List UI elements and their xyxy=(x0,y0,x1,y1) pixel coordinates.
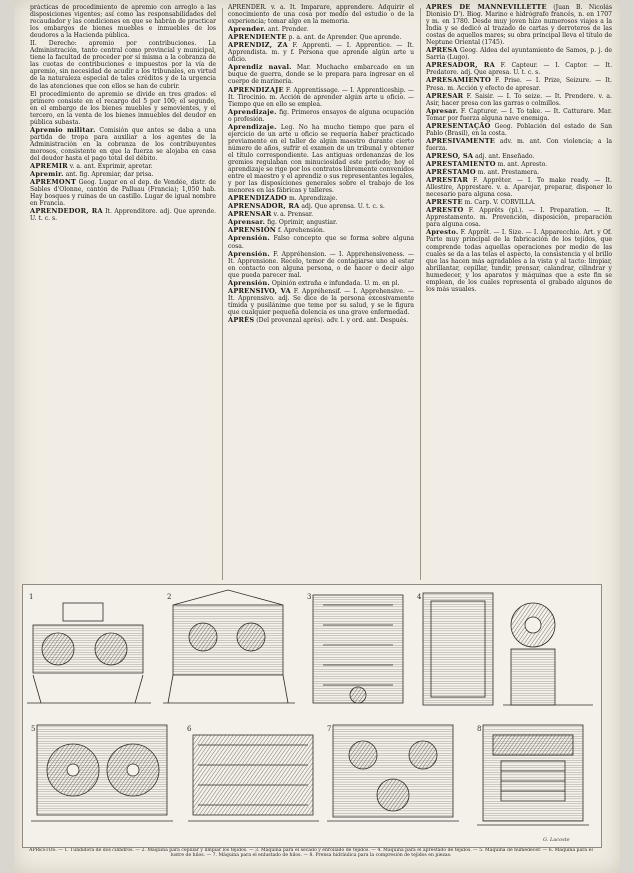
headword: APRESAR xyxy=(426,91,464,100)
machine-2-brushing xyxy=(163,590,295,703)
headword: APRESADOR, RA xyxy=(426,61,495,70)
entry-aprensivo xyxy=(228,288,414,316)
machine-1-shearing xyxy=(27,603,151,703)
headword: APRENDIZAJE xyxy=(228,85,284,94)
headword: APRESTO xyxy=(426,206,464,215)
headword: APRÈS DE MANNEVILLETTE xyxy=(426,4,547,11)
entry-aprendiente xyxy=(228,34,414,41)
definition: F. Capturer. — I. To take. — It. Catturare. Mar. Tomar por fuerza alguna nave enemiga. xyxy=(426,107,612,122)
figure-number: 6 xyxy=(187,725,192,733)
definition: m. ant. Prestamera. xyxy=(477,169,540,177)
entry-apresa xyxy=(426,47,612,61)
entry-aprendedor xyxy=(30,208,216,222)
definition: ant. fig. Apremiar, dar prisa. xyxy=(65,171,154,179)
definition: f. Aprehensión. xyxy=(277,227,325,235)
headword: Aprender. xyxy=(228,25,266,34)
definition: F. Appréhensif. — I. Apprehensive. — It. Apprensivo. adj. Se dice de la persona excesivamente tímida y pusilánime que teme por su salud, y se le figura que cualquier pequeña dolencia es una grave enfermedad. xyxy=(228,287,414,316)
entry-aprendizaje xyxy=(228,87,414,108)
headword: Aprensar. xyxy=(228,218,266,227)
entry-apresador xyxy=(426,62,612,76)
column-3 xyxy=(426,4,612,580)
text-columns xyxy=(30,4,610,584)
definition: Comisión que antes se daba a una partida de tropa para auxiliar a los agentes de la Administración en la cobranza de los contribuyentes morosos, consistente en que la fuerza se alojaba en casa del deudor hasta el pago total del débito. xyxy=(30,126,216,162)
headword: Aprendizaje. xyxy=(228,122,277,131)
machine-3-drying xyxy=(313,595,403,703)
headword: Apremio militar. xyxy=(30,125,96,134)
entry-aprestamo xyxy=(426,169,612,176)
headword: APRENDEDOR, RA xyxy=(30,207,103,216)
entry-aprendizaje-fig xyxy=(228,109,414,123)
definition: ant. Prender. xyxy=(267,26,309,34)
machine-5-humidifier xyxy=(31,725,173,821)
headword: APRÈS xyxy=(228,315,255,324)
definition: F. Apprentissage. — I. Apprenticeship. — It. Tirocinio. m. Acción de aprender algún arte u oficio. — Tiempo que en ello se emplea. xyxy=(228,86,414,108)
entry-aprensador xyxy=(228,203,414,210)
figure-number: 2 xyxy=(167,593,172,601)
col1-paragraph-2: II. Derecho: apremio por contribuciones. La Administración, tanto central como provincial y municipal, tiene la facultad de proceder por sí misma a la cobranza de las cuotas de contribuciones e impuestos por la vía de apremio, sin necesidad de acudir a los tribunales, en virtud de la naturaleza especial de tales créditos y de la urgencia de las atenciones que con ellos se han de cubrir. xyxy=(30,40,216,90)
entry-apres xyxy=(228,317,414,324)
definition: p. a. ant. de Aprender. Que aprende. xyxy=(288,34,402,42)
col1-paragraph-3: El procedimiento de apremio se divide en tres grados: el primero consiste en el recargo del 5 por 100; el segundo, en el embargo de los bienes muebles y semovientes, y el tercero, en la venta de los bienes inmuebles del deudor en pública subasta. xyxy=(30,90,216,126)
entry-aprendiz-naval xyxy=(228,64,414,85)
definition: F. Apprêt. — I. Size. — I. Apparecchio. Art. y Of. Parte muy principal de la fabricación de los tejidos, que comprende todas aquellas operaciones por medio de las cuales se da a las telas el aspecto, la consistencia y el brillo que las hacen más agradables a la vista y al tacto: limpiar, abrillantar, cepillar, tundir, prensar, calandrar, cilindrar y humedecer, y los aparatos y máquinas que a este fin se emplean, de los cuales representa el grabado algunos de los más usuales. xyxy=(426,229,612,293)
definition: (Juan B. Nicolás Dionisio D'). Biog. Marino e hidrógrafo francés, n. en 1707 y m. en 1780. Desde muy joven hizo numerosos viajes a la India y se dedicó al trazado de cartas y derroteros de las costas de aquellos mares; su obra principal lleva el título de Neptune Oriental (1745). xyxy=(426,4,612,47)
plate-caption: APRESTOS. — 1. Tundidora de dos cilindros. — 2. Máquina para cepillar y limpiar los tejidos. — 3. Máquina para el secado y enrollado de tejidos. — 4. Máquina para el aprestado de tejidos. — 5. Máquina de humedecer. — 6. Máquina para el lustre de hilos. — 7. Máquina para el enlustado de hilos. — 8. Prensa hidráulica para la compresión de tejidos en piezas. xyxy=(29,848,593,859)
col1-paragraph-1: prácticas de procedimiento de apremio con arreglo a las disposiciones vigentes; así como las responsabilidades del recaudador y las condiciones en que se habrán de practicar los embargos de bienes muebles e inmuebles de los deudores a la Hacienda pública. xyxy=(30,4,216,40)
entry-aprendizado xyxy=(228,195,414,202)
entry-aprendiz xyxy=(228,42,414,63)
entry-aprensar xyxy=(228,211,414,218)
entry-aprestamiento xyxy=(426,161,612,168)
definition: adj. Que aprensa. U. t. c. s. xyxy=(301,203,385,211)
headword: APRESTE xyxy=(426,198,463,207)
machine-6-lustre xyxy=(188,735,319,821)
definition: F. Apprêts (pl.). — I. Preparation. — It. Apprestamento. m. Prevención, disposición, preparación para alguna cosa. xyxy=(426,207,612,229)
definition: v. a. ant. Exprimir, apretar. xyxy=(69,163,153,171)
figure-number: 4 xyxy=(417,593,422,601)
entry-apresentacao xyxy=(426,123,612,137)
entry-apresivamente xyxy=(426,138,612,152)
headword: Aprensión. xyxy=(228,234,270,243)
col2-paragraph-1: APRENDER. v. a. It. Imparare, apprendere. Adquirir el conocimiento de una cosa por medio del estudio o de la experiencia; tomar algo en la memoria. xyxy=(228,4,414,26)
headword: APRENDIENTE xyxy=(228,33,287,42)
definition: F. Apprenti. — I. Apprentice. — It. Apprendista. m. y f. Persona que aprende algún arte u oficio. xyxy=(228,42,414,64)
entry-apresamiento xyxy=(426,77,612,91)
definition: It. Apprenditore. adj. Que aprende. U. t. c. s. xyxy=(30,208,216,223)
headword: APRESTAMIENTO xyxy=(426,159,496,168)
headword: Aprensión. xyxy=(228,249,270,258)
definition: Geog. Población del estado de San Pablo (Brasil), en la costa. xyxy=(426,122,612,137)
column-divider xyxy=(222,8,223,580)
headword: APRESO, SA xyxy=(426,151,474,160)
machine-8-hydraulic-press xyxy=(477,725,589,825)
headword: Aprendizaje. xyxy=(228,107,277,116)
definition: adv. m. ant. Con violencia; a la fuerza. xyxy=(426,137,612,152)
engraving-plate xyxy=(22,584,602,848)
entry-apreste xyxy=(426,199,612,206)
headword: APRENSIVO, VA xyxy=(228,286,291,295)
figure-number: 1 xyxy=(29,593,34,601)
definition: F. Capteur. — I. Captor. — It. Predatore. adj. Que apresa. U. t. c. s. xyxy=(426,62,612,77)
figure-number: 5 xyxy=(31,725,36,733)
definition: Opinión extraña e infundada. U. m. en pl. xyxy=(271,279,400,287)
definition: fig. Primeros ensayos de alguna ocupación o profesión. xyxy=(228,108,414,123)
entry-apresar-mar xyxy=(426,108,612,122)
definition: F. Saisir. — I. To seize. — It. Prendere. v. a. Asir, hacer presa con las garras o colmillos. xyxy=(426,92,612,107)
entry-apreso xyxy=(426,153,612,160)
entry-apremont xyxy=(30,179,216,207)
entry-aprender xyxy=(228,26,414,33)
headword: Apresto. xyxy=(426,228,459,237)
definition: F. Appréhension. — I. Apprehensiveness. — It. Apprensione. Recelo, temor de contagiarse uno al estar en contacto con alguna persona, o de hacer o decir algo que pueda parecer mal. xyxy=(228,250,414,279)
machines-engraving xyxy=(23,585,601,847)
entry-apremir xyxy=(30,163,216,170)
figure-number: 8 xyxy=(477,725,482,733)
definition: Falso concepto que se forma sobre alguna cosa. xyxy=(228,235,414,250)
definition: v. a. Prensar. xyxy=(273,211,314,219)
definition: Geog. Lugar en el dep. de Vendée, distr. de Sables d'Olonne, cantón de Palluau (Francia); 1,050 hab. Hay bosques y ruinas de un castillo. Lugar de igual nombre en Francia. xyxy=(30,179,216,208)
entry-apremio-militar xyxy=(30,127,216,162)
figure-number: 3 xyxy=(307,593,312,601)
headword: Apremir. xyxy=(30,170,64,179)
headword: APRENSADOR, RA xyxy=(228,202,300,211)
definition: (Del provenzal après). adv. l. y ord. ant. Después. xyxy=(256,316,409,324)
column-1 xyxy=(30,4,216,580)
definition: F. Apprêter. — I. To make ready. — It. Allestire, Apprestare. v. a. Aparejar, preparar, disponer lo necesario para alguna cosa. xyxy=(426,177,612,199)
definition: Mar. Muchacho embarcado en un buque de guerra, donde se le prepara para ingresar en el cuerpo de marinería. xyxy=(228,64,414,86)
headword: APRESENTAÇÃO xyxy=(426,121,491,130)
entry-aprension-4 xyxy=(228,280,414,287)
headword: APREMIR xyxy=(30,162,68,171)
definition: m. Aprendizaje. xyxy=(288,195,338,203)
headword: APRENSIÓN xyxy=(228,226,277,235)
headword: APRESA xyxy=(426,46,458,55)
entry-aprension xyxy=(228,227,414,234)
definition: m. ant. Apresto. xyxy=(497,160,548,168)
entry-aprension-2 xyxy=(228,235,414,249)
headword: Apresar. xyxy=(426,106,459,115)
column-divider xyxy=(420,8,421,580)
entry-apresar xyxy=(426,93,612,107)
machine-4-finishing xyxy=(423,593,593,705)
definition: Leg. No ha mucho tiempo que para el ejercicio de un arte u oficio se requería haber practicado previamente en el taller de algún maestro durante cierto número de años, sufrir el examen de un tribunal y obtener el título correspondiente. Las antiguas ordenanzas de los gremios regulaban con minuciosidad este período; hoy el aprendizaje se rige por los contratos libremente convenidos entre el maestro y el aprendiz o sus representantes legales, y por las disposiciones generales sobre el trabajo de los menores en las fábricas y talleres. xyxy=(228,123,414,195)
machine-7-yarn-finishing xyxy=(327,725,459,821)
headword: Aprendiz naval. xyxy=(228,63,292,72)
definition: Geog. Aldea del ayuntamiento de Samos, p. j. de Sarria (Lugo). xyxy=(426,47,612,62)
dictionary-page xyxy=(14,0,620,873)
headword: APRENDIZ, ZA xyxy=(228,41,288,50)
entry-apremir-2 xyxy=(30,171,216,178)
definition: fig. Oprimir, angustiar. xyxy=(267,219,338,227)
headword: APRESTAR xyxy=(426,176,469,185)
definition: adj. ant. Enseñado. xyxy=(475,152,535,160)
entry-aprension-3 xyxy=(228,251,414,279)
engraver-signature: G. Lacoste xyxy=(543,837,570,843)
headword: APRESAMIENTO xyxy=(426,76,491,85)
headword: APRESIVAMENTE xyxy=(426,136,496,145)
entry-aprestar xyxy=(426,177,612,198)
headword: APRÉSTAMO xyxy=(426,168,476,177)
entry-aprendizaje-leg xyxy=(228,124,414,194)
headword: APREMONT xyxy=(30,178,77,187)
definition: F. Prise. — I. Prize, Seizure. — It. Presa. m. Acción y efecto de apresar. xyxy=(426,77,612,92)
headword: Aprensión. xyxy=(228,278,270,287)
entry-apres-de-mannevillette xyxy=(426,4,612,46)
definition: m. Carp. V. CORVILLA. xyxy=(464,199,536,207)
entry-apresto xyxy=(426,207,612,228)
headword: APRENDIZADO xyxy=(228,194,288,203)
entry-apresto-artes xyxy=(426,229,612,292)
figure-number: 7 xyxy=(327,725,332,733)
column-2 xyxy=(228,4,414,580)
headword: APRENSAR xyxy=(228,210,272,219)
